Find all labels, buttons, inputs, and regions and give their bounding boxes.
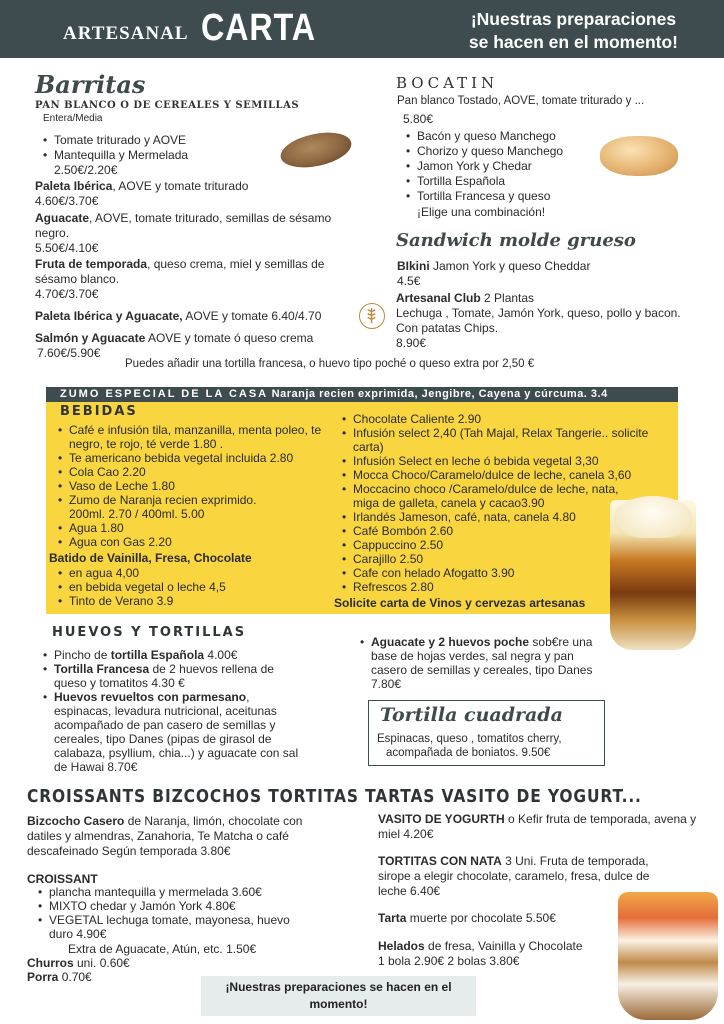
- list-item: • en agua 4,00: [56, 566, 336, 580]
- zumo-label: ZUMO ESPECIAL DE LA CASA: [60, 388, 269, 400]
- sandwich-club: [396, 291, 716, 351]
- brand-carta: CARTA: [201, 7, 316, 49]
- bikini-desc: Jamon York y queso Cheddar: [429, 259, 591, 273]
- footer-line-2: momento!: [309, 997, 368, 1011]
- yogurth-entry: [378, 812, 703, 842]
- item-rest: , espinacas, levadura nutricional, aceitunas acompañado de pan casero de semillas y cereales, tipo Danes (pipas de girasol de calabaza, psyllium, chia...) y aguacate con sal de Hawai 8.70€: [54, 690, 299, 774]
- yogurth-bold: VASITO DE YOGURTH: [378, 812, 505, 826]
- bocatin-combo: ¡Elige una combinación!: [417, 205, 546, 219]
- list-item: • plancha mantequilla y mermelada 3.60€: [36, 885, 316, 899]
- barritas-list: [41, 133, 281, 163]
- bizcocho-bold: Bizcocho Casero: [27, 814, 125, 828]
- helados-price: 1 bola 2.90€ 2 bolas 3.80€: [378, 954, 520, 968]
- extra-note: Puedes añadir una tortilla francesa, o huevo tipo poché o queso extra por 2,50 €: [125, 358, 535, 370]
- tortilla-cuadrada-desc-2: acompañada de boniatos. 9.50€: [386, 747, 551, 759]
- bocatin-price: 5.80€: [403, 112, 434, 126]
- list-item: • MIXTO chedar y Jamón York 4.80€: [36, 899, 316, 913]
- entry-name: Salmón y Aguacate: [35, 331, 146, 345]
- list-item: • Refrescos 2.80: [340, 580, 675, 594]
- list-item: • Chocolate Caliente 2.90: [340, 412, 675, 426]
- item-price: 4.00€: [204, 648, 238, 662]
- footer-line-1: ¡Nuestras preparaciones se hacen en el: [225, 980, 452, 994]
- tagline-line-2: se hacen en el momento!: [468, 32, 678, 52]
- yogurth-rest: o Kefir fruta de temporada, avena y miel 4.20€: [378, 812, 697, 841]
- entry-desc: , queso crema, miel y semillas de sésamo blanco.: [35, 257, 325, 286]
- huevos-list: [41, 648, 303, 774]
- brand-artesanal: ARTESANAL: [63, 23, 189, 44]
- list-item: • Jamon York y Chedar: [404, 159, 604, 174]
- barrita-entry: [35, 257, 355, 302]
- entry-desc: , AOVE, tomate triturado, semillas de sésamo negro.: [35, 211, 332, 240]
- list-item: • Cappuccino 2.50: [340, 538, 675, 552]
- barritas-subtitle: PAN BLANCO O DE CEREALES Y SEMILLAS: [35, 100, 300, 111]
- bebidas-title: BEBIDAS: [60, 404, 138, 419]
- barrita-entry: [35, 179, 355, 209]
- item-bold: tortilla Española: [110, 648, 205, 662]
- barrita-entry: [35, 331, 355, 361]
- tortilla-cuadrada-desc-1: Espinacas, queso , tomatitos cherry,: [377, 733, 562, 745]
- list-item: • Agua con Gas 2.20: [56, 535, 346, 549]
- list-item: • Tomate triturado y AOVE: [41, 133, 281, 148]
- bread-image: [277, 127, 354, 173]
- club-desc: Lechuga , Tomate, Jamón York, queso, pollo y bacon.: [396, 306, 681, 320]
- tortitas-rest: 3 Uni. Fruta de temporada, sirope a elegir chocolate, caramelo, fresa, dulce de leche 6.40€: [378, 854, 650, 898]
- list-item: [358, 635, 610, 691]
- item-pre: Pincho de: [54, 648, 111, 662]
- list-item: [41, 690, 303, 774]
- list-item: • Café Bombón 2.60: [340, 524, 675, 538]
- entry-name: Paleta Ibérica: [35, 179, 113, 193]
- item-bold: Tortilla Francesa: [54, 662, 150, 676]
- bikini-name: BIkini: [397, 259, 430, 273]
- barritas-items-price: 2.50€/2.20€: [54, 163, 118, 177]
- barrita-entry: [35, 309, 375, 324]
- list-item: • Moccacino choco /Caramelo/dulce de leche, nata, miga de galleta, canela y cacao3.90: [340, 482, 640, 510]
- porra-bold: Porra: [27, 970, 59, 984]
- helados-bold: Helados: [378, 939, 425, 953]
- club-qty: 2 Plantas: [480, 291, 535, 305]
- club-price: 8.90€: [396, 336, 427, 350]
- entry-desc: AOVE y tomate 6.40/4.70: [182, 309, 322, 323]
- tagline-line-1: ¡Nuestras preparaciones: [470, 9, 677, 29]
- tarta-bold: Tarta: [378, 911, 407, 925]
- huevos-title: HUEVOS Y TORTILLAS: [52, 625, 247, 640]
- barrita-entry: [35, 211, 357, 256]
- croissants-title: CROISSANTS BIZCOCHOS TORTITAS TARTAS VASITO DE YOGURT...: [27, 786, 642, 807]
- list-item: • Infusión select 2,40 (Tah Majal, Relax Tangerie.. solicite carta): [340, 426, 670, 454]
- bizcocho-entry: [27, 814, 312, 859]
- list-item: • Agua 1.80: [56, 521, 346, 535]
- header-tagline: [469, 8, 678, 54]
- list-item: • Tortilla Española: [404, 174, 604, 189]
- list-item: • Carajillo 2.50: [340, 552, 675, 566]
- wine-note: Solicite carta de Vinos y cervezas artesanas: [334, 596, 586, 610]
- tortitas-bold: TORTITAS CON NATA: [378, 854, 502, 868]
- bebidas-left-list: [56, 423, 346, 549]
- croissant-list: [36, 885, 316, 941]
- item-bold: Aguacate y 2 huevos poche: [371, 635, 530, 649]
- entry-desc: AOVE y tomate ó queso crema: [145, 331, 314, 345]
- entry-name: Paleta Ibérica y Aguacate,: [35, 309, 183, 323]
- entry-price: 5.50€/4.10€: [35, 241, 99, 255]
- porra-entry: [27, 970, 92, 984]
- zumo-desc: Naranja recien exprimida, Jengibre, Cayena y cúrcuma. 3.4: [268, 388, 608, 400]
- tortilla-cuadrada-title: Tortilla cuadrada: [380, 704, 563, 726]
- entry-desc: , AOVE y tomate triturado: [112, 179, 249, 193]
- list-item: • Cola Cao 2.20: [56, 465, 346, 479]
- tarta-entry: [378, 911, 556, 925]
- list-item: • en bebida vegetal o leche 4,5: [56, 580, 336, 594]
- list-item: [41, 648, 303, 662]
- tarta-rest: muerte por chocolate 5.50€: [406, 911, 556, 925]
- bocatin-list: [404, 129, 604, 204]
- croissant-extra: Extra de Aguacate, Atún, etc. 1.50€: [68, 942, 257, 956]
- wheat-logo-icon: [359, 303, 385, 329]
- entry-price: 4.60€/3.70€: [35, 194, 99, 208]
- sandwich-title: Sandwich molde grueso: [396, 230, 636, 251]
- bizcocho-rest: de Naranja, limón, chocolate con datiles y almendras, Zanahoria, Te Matcha o café descafeinado Según temporada 3.80€: [27, 814, 303, 858]
- churros-entry: [27, 956, 130, 970]
- bikini-price: 4.5€: [397, 274, 421, 288]
- bocatin-subtitle: Pan blanco Tostado, AOVE, tomate triturado y ...: [397, 95, 645, 107]
- entry-name: Fruta de temporada: [35, 257, 148, 271]
- barritas-title: Barritas: [35, 70, 146, 99]
- list-item: • Café e infusión tila, manzanilla, menta poleo, te negro, te rojo, té verde 1.80 .: [56, 423, 346, 451]
- churros-bold: Churros: [27, 956, 74, 970]
- list-item: • Chorizo y queso Manchego: [404, 144, 604, 159]
- bread-roll-image: [600, 136, 678, 176]
- list-item: • Mocca Choco/Caramelo/dulce de leche, canela 3,60: [340, 468, 675, 482]
- list-item: • Infusión Select en leche ó bebida vegetal 3,30: [340, 454, 675, 468]
- club-name: Artesanal Club: [396, 291, 481, 305]
- list-item: • Mantequilla y Mermelada: [41, 148, 281, 163]
- entry-price: 4.70€/3.70€: [35, 287, 99, 301]
- huevos-list-right: [358, 635, 610, 691]
- item-rest: sob€re una base de hojas verdes, sal negra y pan casero de semillas y cereales, tipo Danes 7.80€: [371, 635, 593, 691]
- batido-title: Batido de Vainilla, Fresa, Chocolate: [49, 551, 252, 565]
- list-item: • Te americano bebida vegetal incluida 2.80: [56, 451, 346, 465]
- list-item: • Vaso de Leche 1.80: [56, 479, 346, 493]
- list-item: [41, 662, 303, 690]
- churros-rest: uni. 0.60€: [73, 956, 130, 970]
- item-bold: Huevos revueltos con parmesano: [54, 690, 247, 704]
- item-rest: de 2 huevos rellena de queso y tomatitos 4.30 €: [54, 662, 274, 690]
- list-item: • Cafe con helado Afogatto 3.90: [340, 566, 675, 580]
- croissant-title: CROISSANT: [27, 872, 98, 886]
- porra-rest: 0.70€: [58, 970, 92, 984]
- bocatin-title: BOCATIN: [396, 74, 499, 92]
- entry-price: 7.60€/5.90€: [37, 346, 101, 360]
- list-item: • Bacón y queso Manchego: [404, 129, 604, 144]
- list-item: • Irlandés Jameson, café, nata, canela 4.80: [340, 510, 675, 524]
- list-item: • Zumo de Naranja recien exprimido. 200ml. 2.70 / 400ml. 5.00: [56, 493, 266, 521]
- batido-list: [56, 566, 336, 608]
- list-item: • Tinto de Verano 3.9: [56, 594, 336, 608]
- sandwich-bikini: [397, 259, 590, 289]
- yogurt-parfait-image: [618, 892, 718, 1020]
- list-item: • VEGETAL lechuga tomate, mayonesa, huevo duro 4.90€: [36, 913, 316, 941]
- zumo-bar: [46, 387, 678, 402]
- helados-rest: de fresa, Vainilla y Chocolate: [424, 939, 583, 953]
- club-desc-2: Con patatas Chips.: [396, 321, 499, 335]
- entry-name: Aguacate: [35, 211, 90, 225]
- list-item: • Tortilla Francesa y queso: [404, 189, 604, 204]
- footer-box: [201, 976, 476, 1016]
- cream-topping-image: [614, 496, 692, 538]
- helados-entry: [378, 939, 583, 969]
- barritas-note: Entera/Media: [43, 113, 103, 124]
